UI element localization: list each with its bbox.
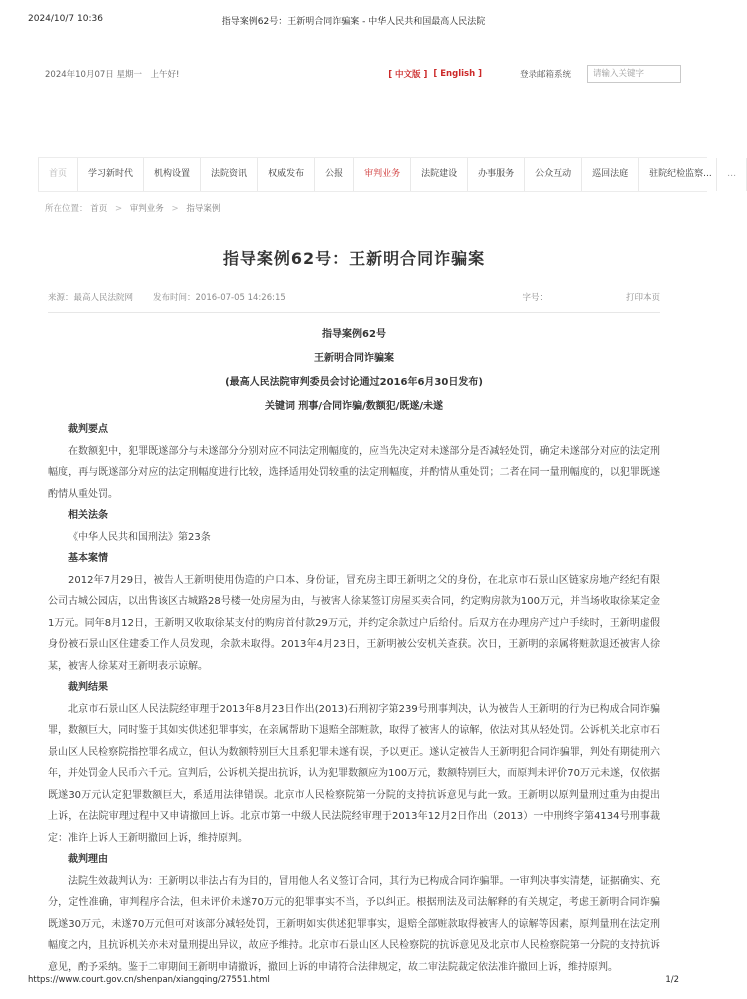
paragraph: 《中华人民共和国刑法》第23条 [68,531,211,543]
breadcrumb [45,202,220,214]
nav-item-news[interactable]: 法院资讯 [201,158,258,191]
breadcrumb-home[interactable]: 首页 [90,204,108,214]
paragraph: 北京市石景山区人民法院经审理于2013年8月23日作出(2013)石刑初字第239号刑事判决，认为被告人王新明的行为已构成合同诈骗罪，数额巨大，同时鉴于其如实供述犯罪事实，在亲属帮助下退赔全部赃款，取得了被害人的谅解，依法对其从轻处罚。公诉机关北京市石景山区人民检察院指控罪名成立，但认为数额特别巨大且系犯罪未遂有误，予以更正。遂认定被告人王新明犯合同诈骗罪，判处有期徒刑六年，并处罚金人民币六千元。宣判后，公诉机关提出抗诉，认为犯罪数额应为100万元，数额特别巨大，而原判未评价70万元未遂，仅依据既遂30万元认定犯罪数额巨大，系适用法律错误。北京市人民检察院第一分院的支持抗诉意见与此一致。王新明以原判量刑过重为由提出上诉，在法院审理过程中又申请撤回上诉。北京市第一中级人民法院经审理于2013年12月2日作出（2013）一中刑终字第4134号刑事裁定：准许上诉人王新明撤回上诉，维持原判。 [48,703,660,844]
section-heading: 裁判理由 [68,854,108,865]
print-page-number: 1/2 [665,975,679,985]
meta-right [522,291,660,303]
nav-item-circuit[interactable]: 巡回法庭 [582,158,639,191]
headnote-keywords: 关键词 刑事/合同诈骗/数额犯/既遂/未遂 [264,401,444,412]
print-datetime: 2024/10/7 10:36 [28,14,103,24]
meta-source: 来源：最高人民法院网 [48,293,134,303]
paragraph: 2012年7月29日，被告人王新明使用伪造的户口本、身份证，冒充房主即王新明之父的身份，在北京市石景山区链家房地产经纪有限公司古城公园店，以出售该区古城路28号楼一处房屋为由，与被害人徐某签订房屋买卖合同，约定购房款为100万元，并当场收取徐某定金1万元。同年8月12日，王新明又收取徐某支付的购房首付款29万元，并约定余款过户后给付。后双方在办理房产过户手续时，王新明虚假身份被石景山区住建委工作人员发现，余款未取得。2013年4月23日，王新明被公安机关查获。次日，王新明的亲属将赃款退还被害人徐某，被害人徐某对王新明表示谅解。 [48,574,660,672]
section-judgment-points [48,419,660,505]
print-page-link[interactable]: 打印本页 [625,293,660,303]
breadcrumb-guiding-case[interactable]: 指导案例 [186,204,221,214]
paragraph: 在数额犯中，犯罪既遂部分与未遂部分分别对应不同法定刑幅度的，应当先决定对未遂部分是否减轻处罚，确定未遂部分对应的法定刑幅度，再与既遂部分对应的法定刑幅度进行比较，选择适用处罚较重的法定刑幅度，并酌情从重处罚；二者在同一量刑幅度的，以犯罪既遂酌情从重处罚。 [48,445,660,500]
print-footer [28,975,679,989]
article-headnote [48,323,660,419]
section-heading: 相关法条 [68,510,108,521]
nav-item-overflow[interactable]: … [717,158,747,191]
font-size-label: 字号： [522,293,548,303]
section-heading: 基本案情 [68,553,108,564]
header-right [382,65,681,83]
article-meta [48,291,660,313]
nav-item-new-era[interactable]: 学习新时代 [78,158,144,191]
headnote-adoption: (最高人民法院审判委员会讨论通过2016年6月30日发布) [225,377,483,388]
search-input[interactable] [587,65,681,83]
meta-publish-time: 发布时间：2016-07-05 14:26:15 [153,293,286,303]
breadcrumb-trial-work[interactable]: 审判业务 [129,204,164,214]
nav-item-discipline[interactable]: 驻院纪检监察... [639,158,717,191]
nav-item-release[interactable]: 权威发布 [258,158,315,191]
section-heading: 裁判要点 [68,424,108,435]
headnote-case-name: 王新明合同诈骗案 [314,353,394,364]
section-judgment-result [48,677,660,849]
nav-item-structure[interactable]: 机构设置 [144,158,201,191]
nav-item-gazette[interactable]: 公报 [315,158,354,191]
breadcrumb-separator: > [114,204,123,214]
nav-item-court-build[interactable]: 法院建设 [411,158,468,191]
site-header [45,64,681,84]
paragraph: 法院生效裁判认为：王新明以非法占有为目的，冒用他人名义签订合同，其行为已构成合同诈骗罪。一审判决事实清楚，证据确实、充分，定性准确，审判程序合法，但未评价未遂70万元的犯罪事实不当，予以纠正。根据刑法及司法解释的有关规定，考虑王新明合同诈骗既遂30万元，未遂70万元但可对该部分减轻处罚，王新明如实供述犯罪事实，退赔全部赃款取得被害人的谅解等因素，原判量刑在法定刑幅度之内，且抗诉机关亦未对量刑提出异议，故应予维持。北京市石景山区人民检察院的抗诉意见及北京市人民检察院第一分院的支持抗诉意见，酌予采纳。鉴于二审期间王新明申请撤诉，撤回上诉的申请符合法律规定，故二审法院裁定依法准许撤回上诉，维持原判。 [48,875,660,973]
headnote-case-number: 指导案例62号 [322,329,386,340]
section-basic-facts [48,548,660,677]
nav-item-trial-work[interactable]: 审判业务 [354,158,411,191]
print-url: https://www.court.gov.cn/shenpan/xiangqing/27551.html [28,975,270,985]
article-body [48,323,660,978]
date-greeting: 2024年10月07日 星期一 上午好! [45,70,180,80]
main-nav [38,157,737,192]
mail-login-link[interactable]: 登录邮箱系统 [519,70,571,80]
nav-item-interaction[interactable]: 公众互动 [525,158,582,191]
print-page-title: 指导案例62号：王新明合同诈骗案 - 中华人民共和国最高人民法院 [221,17,486,27]
page-title: 指导案例62号：王新明合同诈骗案 [222,249,486,268]
section-related-law [48,505,660,548]
section-judgment-reasons [48,849,660,978]
section-heading: 裁判结果 [68,682,108,693]
nav-item-services[interactable]: 办事服务 [468,158,525,191]
lang-chinese-link[interactable]: [ 中文版 ] [388,70,428,80]
article [48,246,660,973]
nav-item-home[interactable]: 首页 [38,158,78,191]
print-header [28,14,679,28]
breadcrumb-separator: > [171,204,179,214]
breadcrumb-label: 所在位置： [45,204,88,214]
lang-english-link[interactable]: [ English ] [433,69,482,79]
